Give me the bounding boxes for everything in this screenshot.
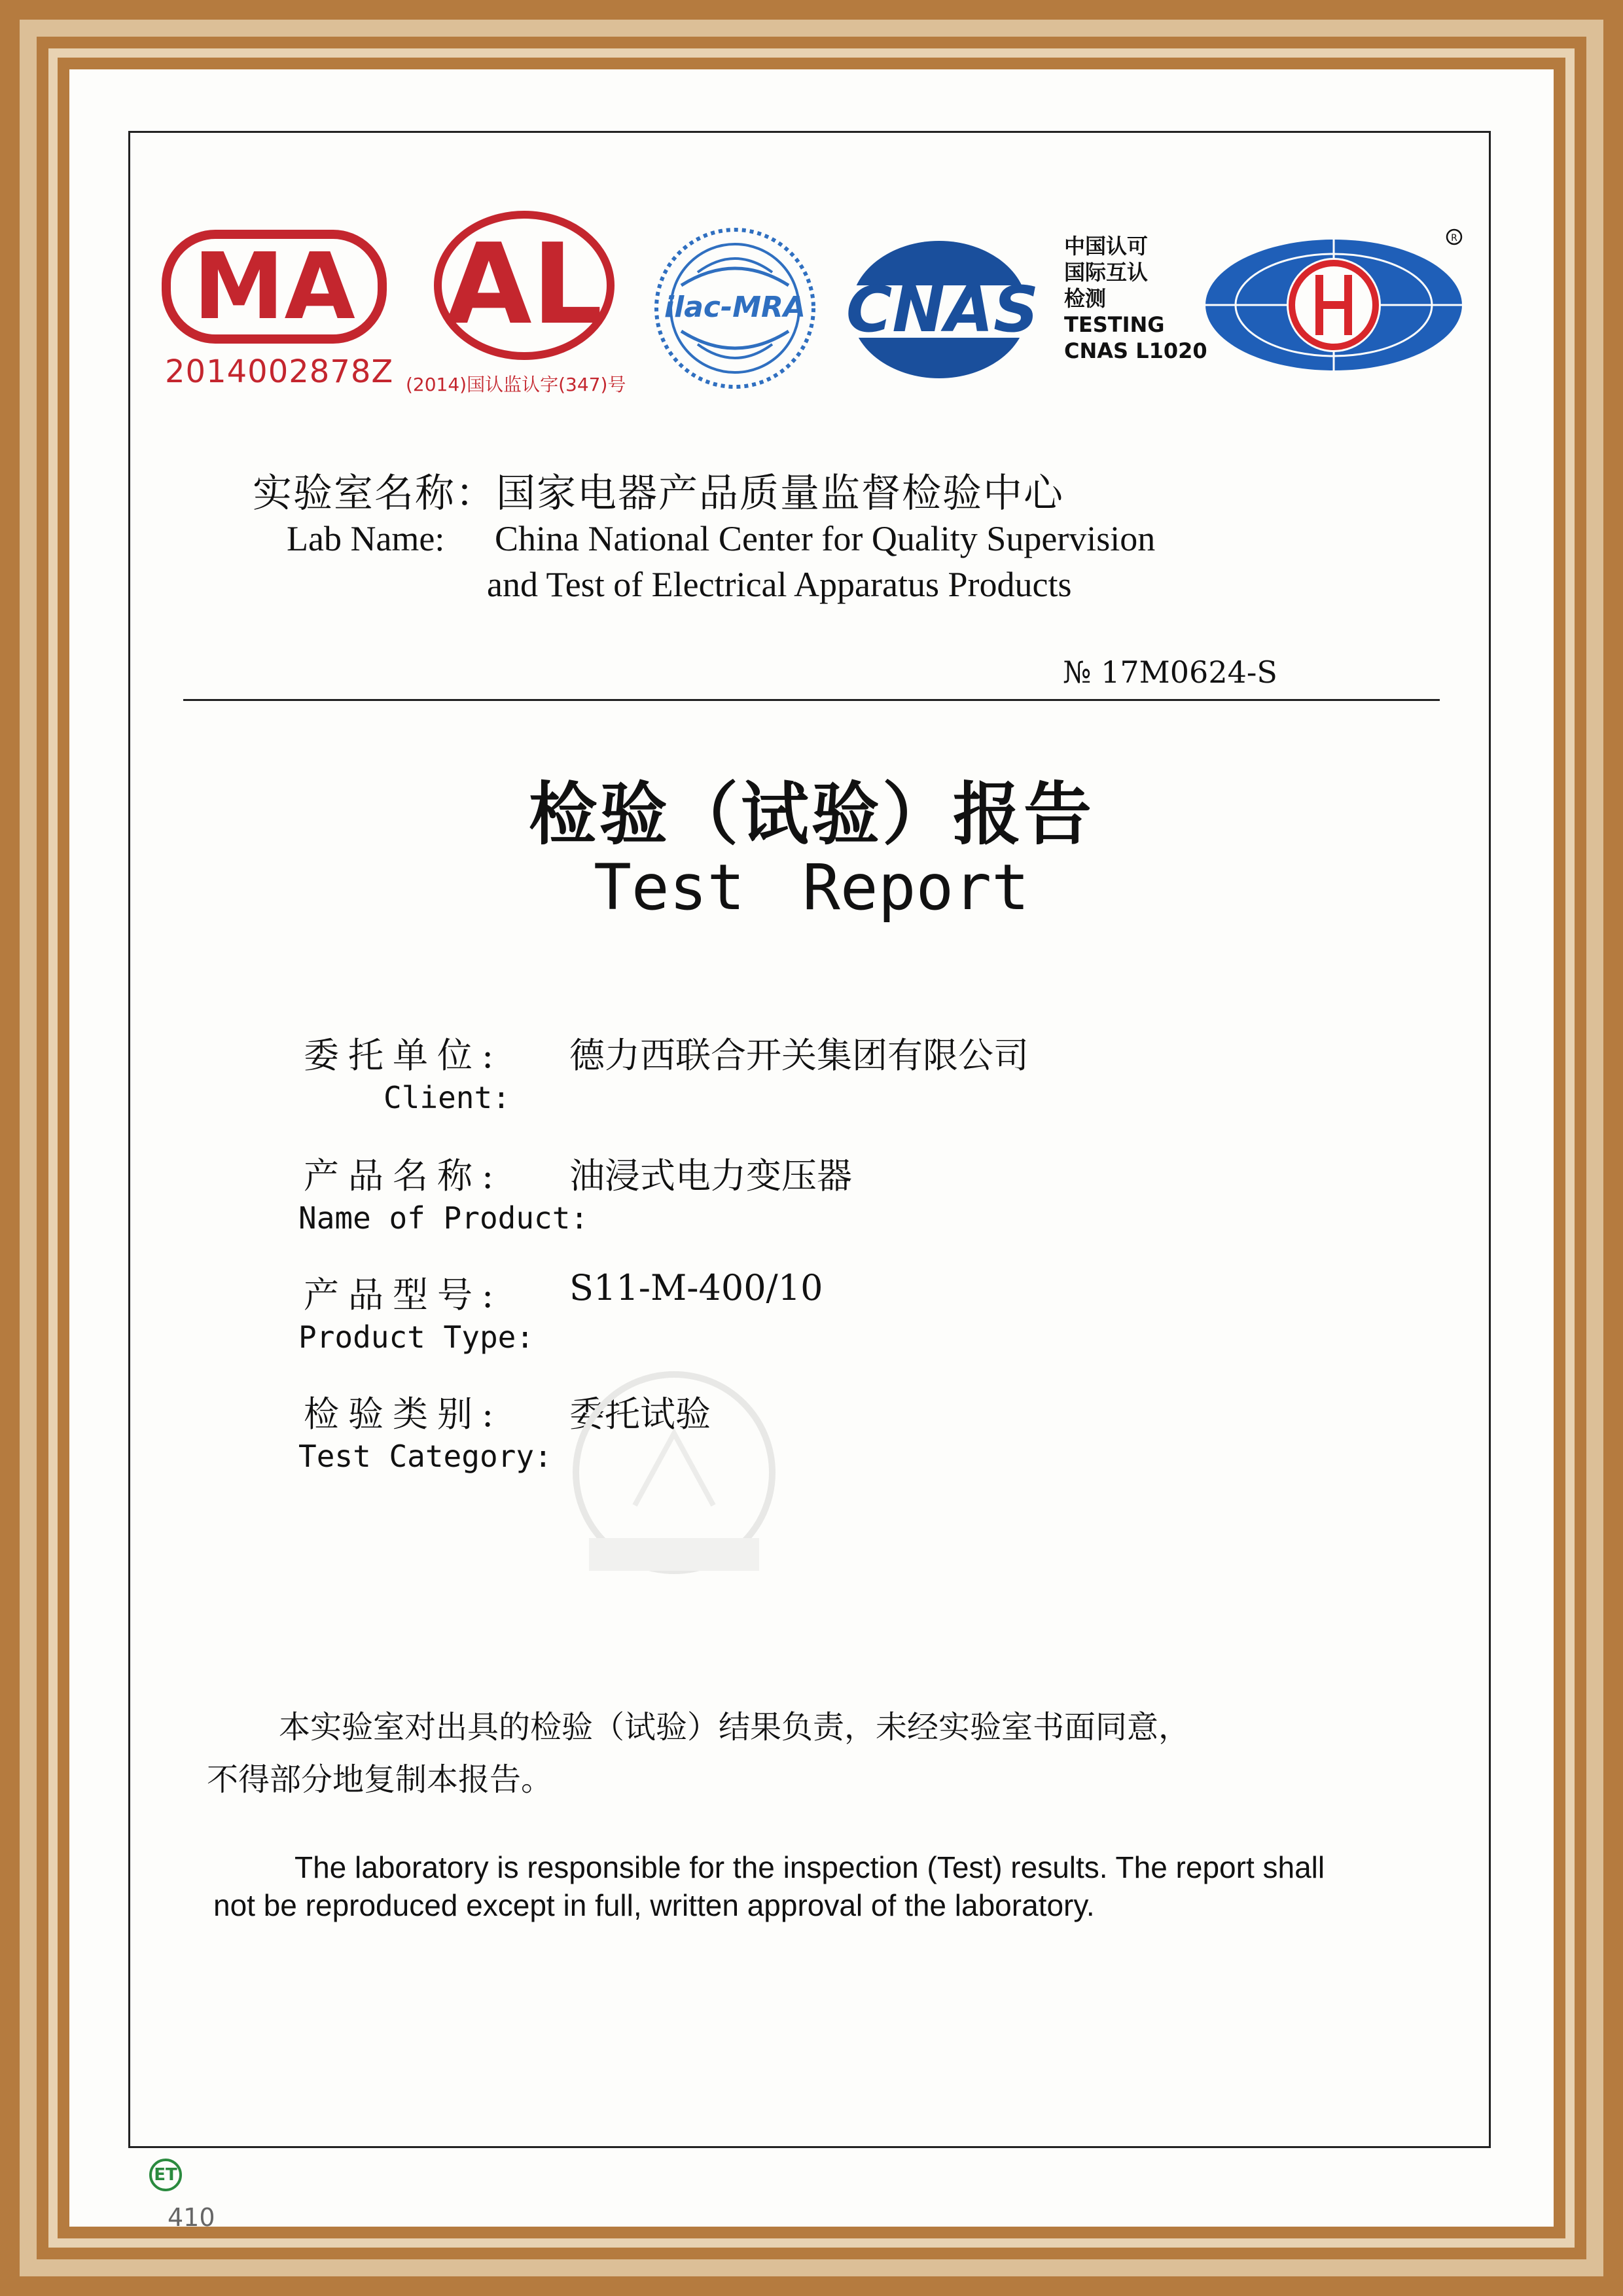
product-name-label-cn: 产品名称: xyxy=(304,1155,503,1196)
document-border xyxy=(128,131,1491,2148)
report-number: № 17M0624-S xyxy=(1063,655,1277,690)
cnas-logo-icon xyxy=(844,234,1054,385)
page-number: 410 xyxy=(168,2203,215,2232)
lab-name-cn: 实验室名称：国家电器产品质量监督检验中心 xyxy=(253,471,1064,516)
report-title-en: Test Report xyxy=(594,851,1029,924)
client-label-cn: 委托单位: xyxy=(304,1035,503,1076)
product-type-value: S11-M-400/10 xyxy=(569,1267,823,1308)
statement-en-line2: not be reproduced except in full, written approval of the laboratory. xyxy=(213,1888,1095,1922)
lab-name-label-en: Lab Name: xyxy=(287,519,445,558)
cnas-caption xyxy=(1064,233,1207,364)
product-name-value: 油浸式电力变压器 xyxy=(569,1155,852,1196)
lab-name-en-line1: China National Center for Quality Supervision xyxy=(495,519,1156,558)
client-label-en: Client: xyxy=(383,1080,510,1115)
header-divider xyxy=(183,699,1440,701)
svg-text:R: R xyxy=(1451,233,1457,243)
product-type-label-en: Product Type: xyxy=(298,1319,535,1355)
cal-code: (2014)国认监认字(347)号 xyxy=(406,374,626,395)
cal-logo-icon xyxy=(429,208,619,365)
svg-text:AL: AL xyxy=(446,220,603,350)
globe-certification-logo-icon xyxy=(1203,228,1478,376)
cma-code: 2014002878Z xyxy=(165,353,394,390)
test-category-label-cn: 检验类别: xyxy=(304,1393,503,1435)
svg-text:CNAS: CNAS xyxy=(846,273,1039,346)
cnas-caption-line: 检测 xyxy=(1064,286,1107,311)
statement-cn-line2: 不得部分地复制本报告。 xyxy=(207,1761,553,1798)
faint-seal-stamp-icon xyxy=(537,1361,812,1610)
statement-en-line1: The laboratory is responsible for the inspection (Test) results. The report shall xyxy=(294,1850,1325,1884)
et-mark-icon: ET xyxy=(149,2159,182,2191)
lab-name-en-line2: and Test of Electrical Apparatus Products xyxy=(487,565,1072,604)
svg-text:ilac-MRA: ilac-MRA xyxy=(664,291,806,324)
test-category-value: 委托试验 xyxy=(569,1393,711,1435)
report-title-cn: 检验（试验）报告 xyxy=(528,774,1094,854)
cnas-caption-line: TESTING xyxy=(1064,312,1165,337)
cnas-caption-line: 中国认可 xyxy=(1064,234,1149,259)
test-category-label-en: Test Category: xyxy=(298,1439,552,1474)
statement-cn-line1: 本实验室对出具的检验（试验）结果负责，未经实验室书面同意， xyxy=(279,1709,1190,1746)
cnas-caption-line: 国际互认 xyxy=(1064,260,1149,285)
client-value: 德力西联合开关集团有限公司 xyxy=(569,1035,1029,1076)
product-name-label-en: Name of Product: xyxy=(298,1200,589,1236)
product-type-label-cn: 产品型号: xyxy=(304,1274,503,1316)
ilac-mra-logo-icon xyxy=(652,225,818,391)
cma-logo-icon xyxy=(161,226,390,351)
cnas-caption-line: CNAS L1020 xyxy=(1064,338,1207,363)
svg-text:MA: MA xyxy=(193,234,355,340)
